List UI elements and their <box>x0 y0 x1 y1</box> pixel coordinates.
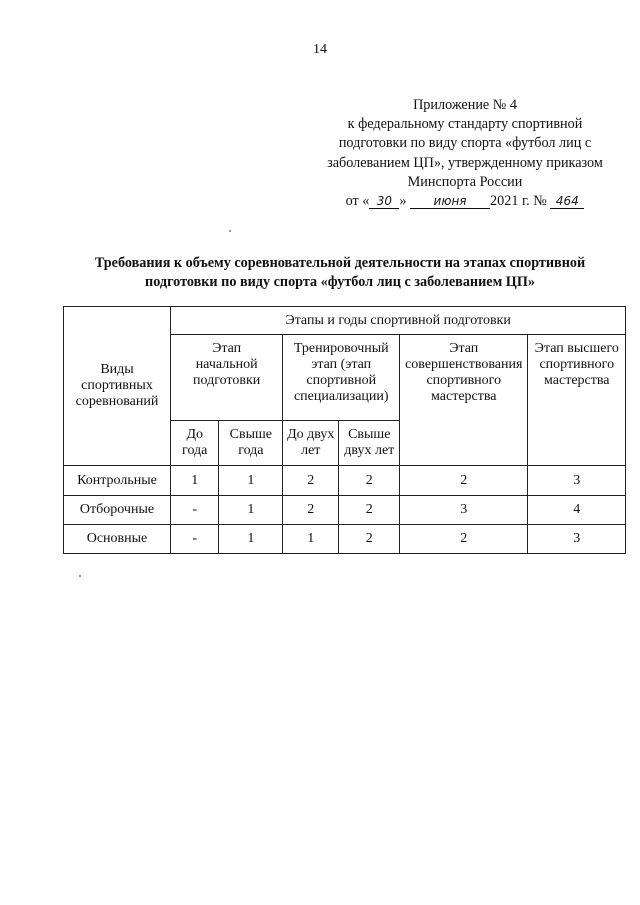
cell: 1 <box>283 525 339 554</box>
cell: 1 <box>171 466 219 496</box>
appendix-line-2: к федеральному стандарту спортивной <box>347 116 583 133</box>
date-prefix: от « <box>345 193 370 210</box>
cell: 1 <box>219 496 283 525</box>
header-initial-stage: Этап начальной подготовки <box>171 335 283 421</box>
appendix-line-5: Минспорта России <box>407 173 523 190</box>
order-number: 464 <box>550 195 584 209</box>
cell: 1 <box>219 466 283 496</box>
header-stages: Этапы и годы спортивной подготовки <box>171 307 626 335</box>
cell: 2 <box>339 496 400 525</box>
cell: 2 <box>283 496 339 525</box>
date-day: 30 <box>369 195 399 209</box>
scan-speck <box>229 230 231 232</box>
header-improvement-stage: Этап совершенствования спортивного мастерства <box>400 335 528 466</box>
cell: 2 <box>283 466 339 496</box>
cell: - <box>171 496 219 525</box>
table-row <box>64 466 626 496</box>
scan-speck <box>79 575 81 577</box>
appendix-line-3: подготовки по виду спорта «футбол лиц с <box>338 135 592 152</box>
table-row <box>64 496 626 525</box>
header-competition-types: Виды спортивных соревнований <box>64 307 171 466</box>
row-name: Отборочные <box>64 496 171 525</box>
sub-up-to-two-years: До двух лет <box>283 421 339 466</box>
date-year: 2021 г. № <box>490 193 547 210</box>
appendix-line-4: заболеванием ЦП», утвержденному приказом <box>327 154 603 171</box>
sub-over-year: Свыше года <box>219 421 283 466</box>
row-name: Основные <box>64 525 171 554</box>
sub-up-to-year: До года <box>171 421 219 466</box>
document-title <box>60 254 620 292</box>
cell: 3 <box>400 496 528 525</box>
date-mid: » <box>399 193 407 210</box>
appendix-block <box>300 96 630 211</box>
header-training-stage: Тренировочный этап (этап спортивной специализации) <box>283 335 400 421</box>
cell: 2 <box>339 466 400 496</box>
row-name: Контрольные <box>64 466 171 496</box>
cell: 3 <box>528 466 626 496</box>
appendix-date-line <box>300 192 630 211</box>
appendix-line-1: Приложение № 4 <box>413 97 517 113</box>
page-number: 14 <box>313 42 327 57</box>
cell: - <box>171 525 219 554</box>
sub-over-two-years: Свыше двух лет <box>339 421 400 466</box>
date-month: июня <box>410 195 490 209</box>
cell: 2 <box>400 525 528 554</box>
cell: 2 <box>400 466 528 496</box>
cell: 2 <box>339 525 400 554</box>
table-row <box>64 525 626 554</box>
title-line-2: подготовки по виду спорта «футбол лиц с заболеванием ЦП» <box>145 274 535 290</box>
title-line-1: Требования к объему соревновательной деятельности на этапах спортивной <box>94 255 586 271</box>
cell: 3 <box>528 525 626 554</box>
cell: 1 <box>219 525 283 554</box>
cell: 4 <box>528 496 626 525</box>
requirements-table <box>63 306 626 554</box>
header-highest-stage: Этап высшего спортивного мастерства <box>528 335 626 466</box>
